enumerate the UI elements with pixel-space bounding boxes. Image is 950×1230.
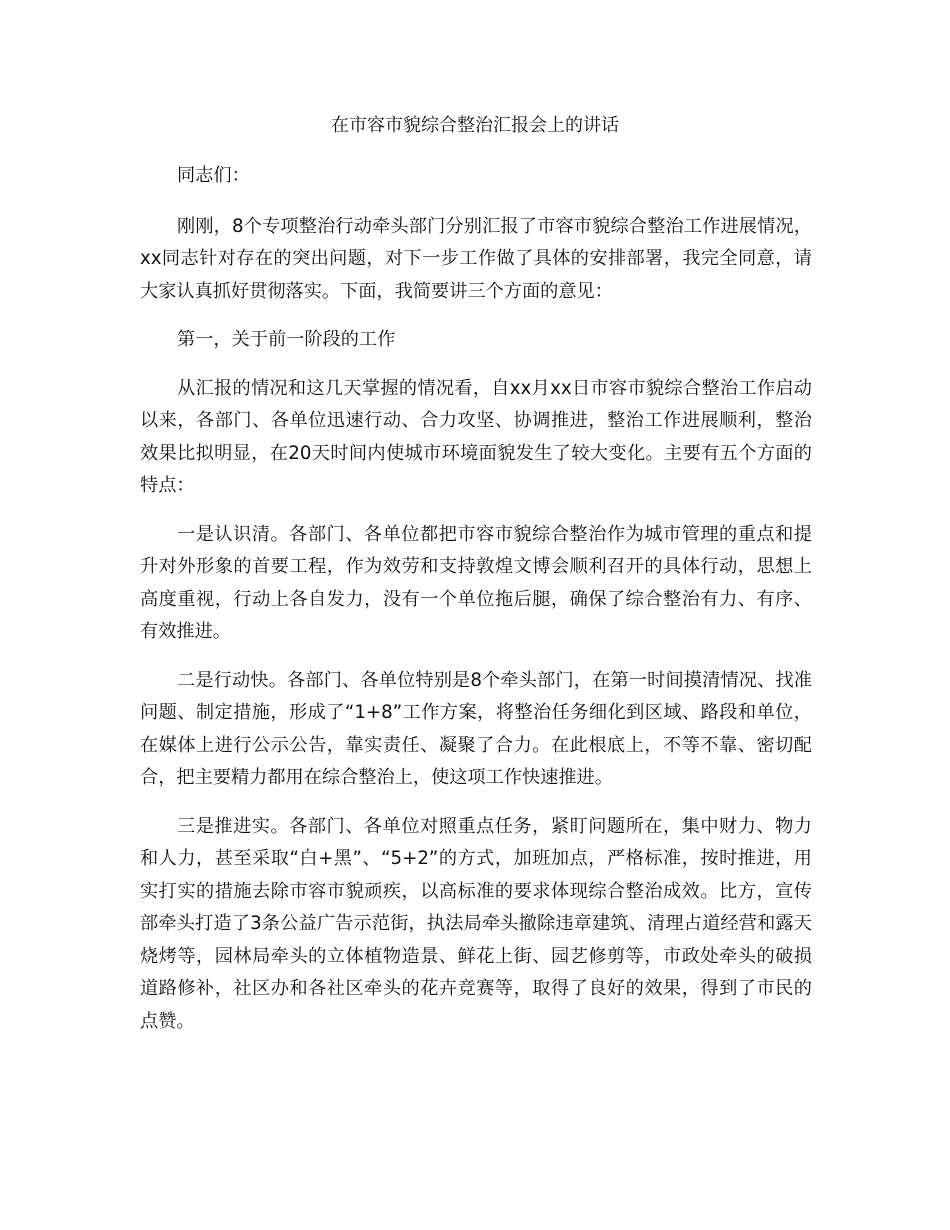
paragraph-opening: 刚刚，8个专项整治行动牵头部门分别汇报了市容市貌综合整治工作进展情况，xx同志针对存在的突出问题，对下一步工作做了具体的安排部署，我完全同意，请大家认真抓好贯彻落实。下面，我简要讲三个方面的意见： (140, 215, 812, 302)
section-heading-first: 第一，关于前一阶段的工作 (177, 329, 396, 350)
document-title: 在市容市貌综合整治汇报会上的讲话 (331, 115, 619, 136)
paragraph-point-one: 一是认识清。各部门、各单位都把市容市貌综合整治作为城市管理的重点和提升对外形象的首要工程，作为效劳和支持敦煌文博会顺利召开的具体行动，思想上高度重视，行动上各自发力，没有一个单位拖后腿，确保了综合整治有力、有序、有效推进。 (140, 523, 812, 642)
document-body (140, 160, 812, 1054)
paragraph-point-two: 二是行动快。各部门、各单位特别是8个牵头部门，在第一时间摸清情况、找准问题、制定措施，形成了“1+8”工作方案，将整治任务细化到区域、路段和单位，在媒体上进行公示公告，靠实责任、凝聚了合力。在此根底上，不等不靠、密切配合，把主要精力都用在综合整治上，使这项工作快速推进。 (140, 669, 812, 788)
greeting: 同志们： (177, 165, 250, 186)
paragraph-point-three: 三是推进实。各部门、各单位对照重点任务，紧盯问题所在，集中财力、物力和人力，甚至采取“白+黑”、“5+2”的方式，加班加点，严格标准，按时推进，用实打实的措施去除市容市貌顽疾，以高标准的要求体现综合整治成效。比方，宣传部牵头打造了3条公益广告示范街，执法局牵头撤除违章建筑、清理占道经营和露天烧烤等，园林局牵头的立体植物造景、鲜花上街、园艺修剪等，市政处牵头的破损道路修补，社区办和各社区牵头的花卉竞赛等，取得了良好的效果，得到了市民的点赞。 (140, 815, 812, 1032)
paragraph-overview: 从汇报的情况和这几天掌握的情况看，自xx月xx日市容市貌综合整治工作启动以来，各部门、各单位迅速行动、合力攻坚、协调推进，整治工作进展顺利，整治效果比拟明显，在20天时间内使城市环境面貌发生了较大变化。主要有五个方面的特点： (140, 377, 812, 496)
